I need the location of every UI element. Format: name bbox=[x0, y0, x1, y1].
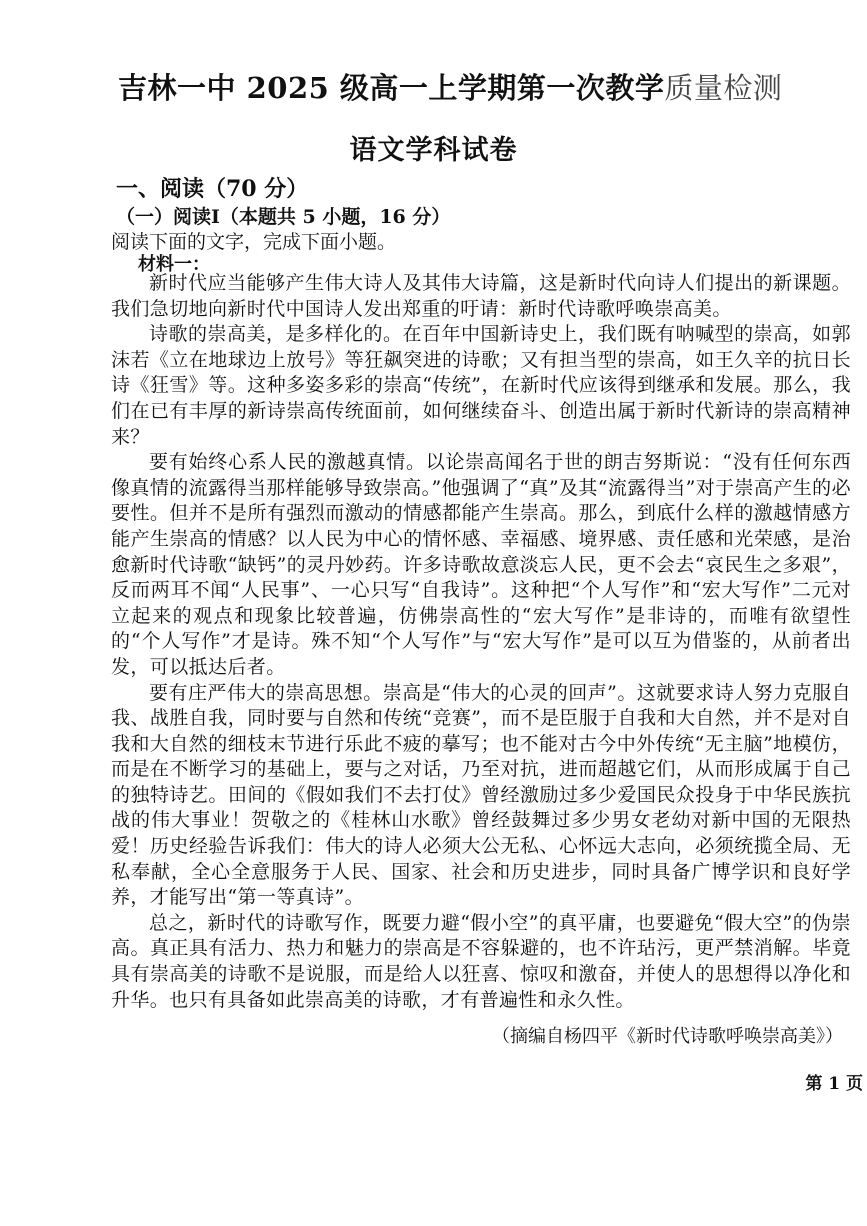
page-number: 第 1 页 bbox=[805, 1074, 863, 1094]
section-heading: 一、阅读（70 分） bbox=[116, 176, 309, 202]
exam-title bbox=[118, 66, 782, 107]
passage-paragraph: 要有始终心系人民的激越真情。以论崇高闻名于世的朗吉努斯说：“没有任何东西像真情的流露得当那样能够导致崇高。”他强调了“真”及其“流露得当”对于崇高产生的必要性。但并不是所有强烈而激动的情感都能产生崇高。那么，到底什么样的激越情感方能产生崇高的情感？以人民为中心的情怀感、幸福感、境界感、责任感和光荣感，是治愈新时代诗歌“缺钙”的灵丹妙药。许多诗歌故意淡忘人民，更不会去“哀民生之多艰”，反而两耳不闻“人民事”、一心只写“自我诗”。这种把“个人写作”和“宏大写作”二元对立起来的观点和现象比较普遍，仿佛崇高性的“宏大写作”是非诗的，而唯有欲望性的“个人写作”才是诗。殊不知“个人写作”与“宏大写作”是可以互为借鉴的，从前者出发，可以抵达后者。 bbox=[111, 451, 851, 678]
passage-paragraph: 诗歌的崇高美，是多样化的。在百年中国新诗史上，我们既有呐喊型的崇高，如郭沫若《立在地球边上放号》等狂飙突进的诗歌；又有担当型的崇高，如王久辛的抗日长诗《狂雪》等。这种多姿多彩的崇高“传统”，在新时代应该得到继承和发展。那么，我们在已有丰厚的新诗崇高传统面前，如何继续奋斗、创造出属于新时代新诗的崇高精神来？ bbox=[111, 323, 851, 448]
instruction-text: 阅读下面的文字，完成下面小题。 bbox=[111, 231, 397, 253]
exam-title-faded: 质量检测 bbox=[664, 71, 783, 105]
passage-paragraph: 总之，新时代的诗歌写作，既要力避“假小空”的真平庸，也要避免“假大空”的伪崇高。真正具有活力、热力和魅力的崇高是不容躲避的，也不许玷污，更严禁消解。毕竟具有崇高美的诗歌不是说服，而是给人以狂喜、惊叹和激奋，并使人的思想得以净化和升华。也只有具备如此崇高美的诗歌，才有普遍性和永久性。 bbox=[111, 911, 851, 1011]
reading-passage bbox=[111, 271, 851, 1013]
source-citation: （摘编自杨四平《新时代诗歌呼唤崇高美》） bbox=[492, 1026, 843, 1047]
exam-title-main: 吉林一中 2025 级高一上学期第一次教学 bbox=[118, 71, 665, 105]
exam-subject-title: 语文学科试卷 bbox=[349, 135, 518, 166]
passage-paragraph: 要有庄严伟大的崇高思想。崇高是“伟大的心灵的回声”。这就要求诗人努力克服自我、战胜自我，同时要与自然和传统“竞赛”，而不是臣服于自我和大自然，并不是对自我和大自然的细枝末节进行乐此不疲的摹写；也不能对古今中外传统“无主脑”地模仿，而是在不断学习的基础上，要与之对话，乃至对抗，进而超越它们，从而形成属于自己的独特诗艺。田间的《假如我们不去打仗》曾经激励过多少爱国民众投身于中华民族抗战的伟大事业！贺敬之的《桂林山水歌》曾经鼓舞过多少男女老幼对新中国的无限热爱！历史经验告诉我们：伟大的诗人必须大公无私、心怀远大志向，必须统揽全局、无私奉献，全心全意服务于人民、国家、社会和历史进步，同时具备广博学识和良好学养，才能写出“第一等真诗”。 bbox=[111, 681, 851, 909]
subsection-heading: （一）阅读Ⅰ（本题共 5 小题，16 分） bbox=[116, 206, 451, 228]
passage-paragraph: 新时代应当能够产生伟大诗人及其伟大诗篇，这是新时代向诗人们提出的新课题。我们急切地向新时代中国诗人发出郑重的吁请：新时代诗歌呼唤崇高美。 bbox=[111, 272, 851, 320]
material-label: 材料一： bbox=[138, 254, 210, 275]
